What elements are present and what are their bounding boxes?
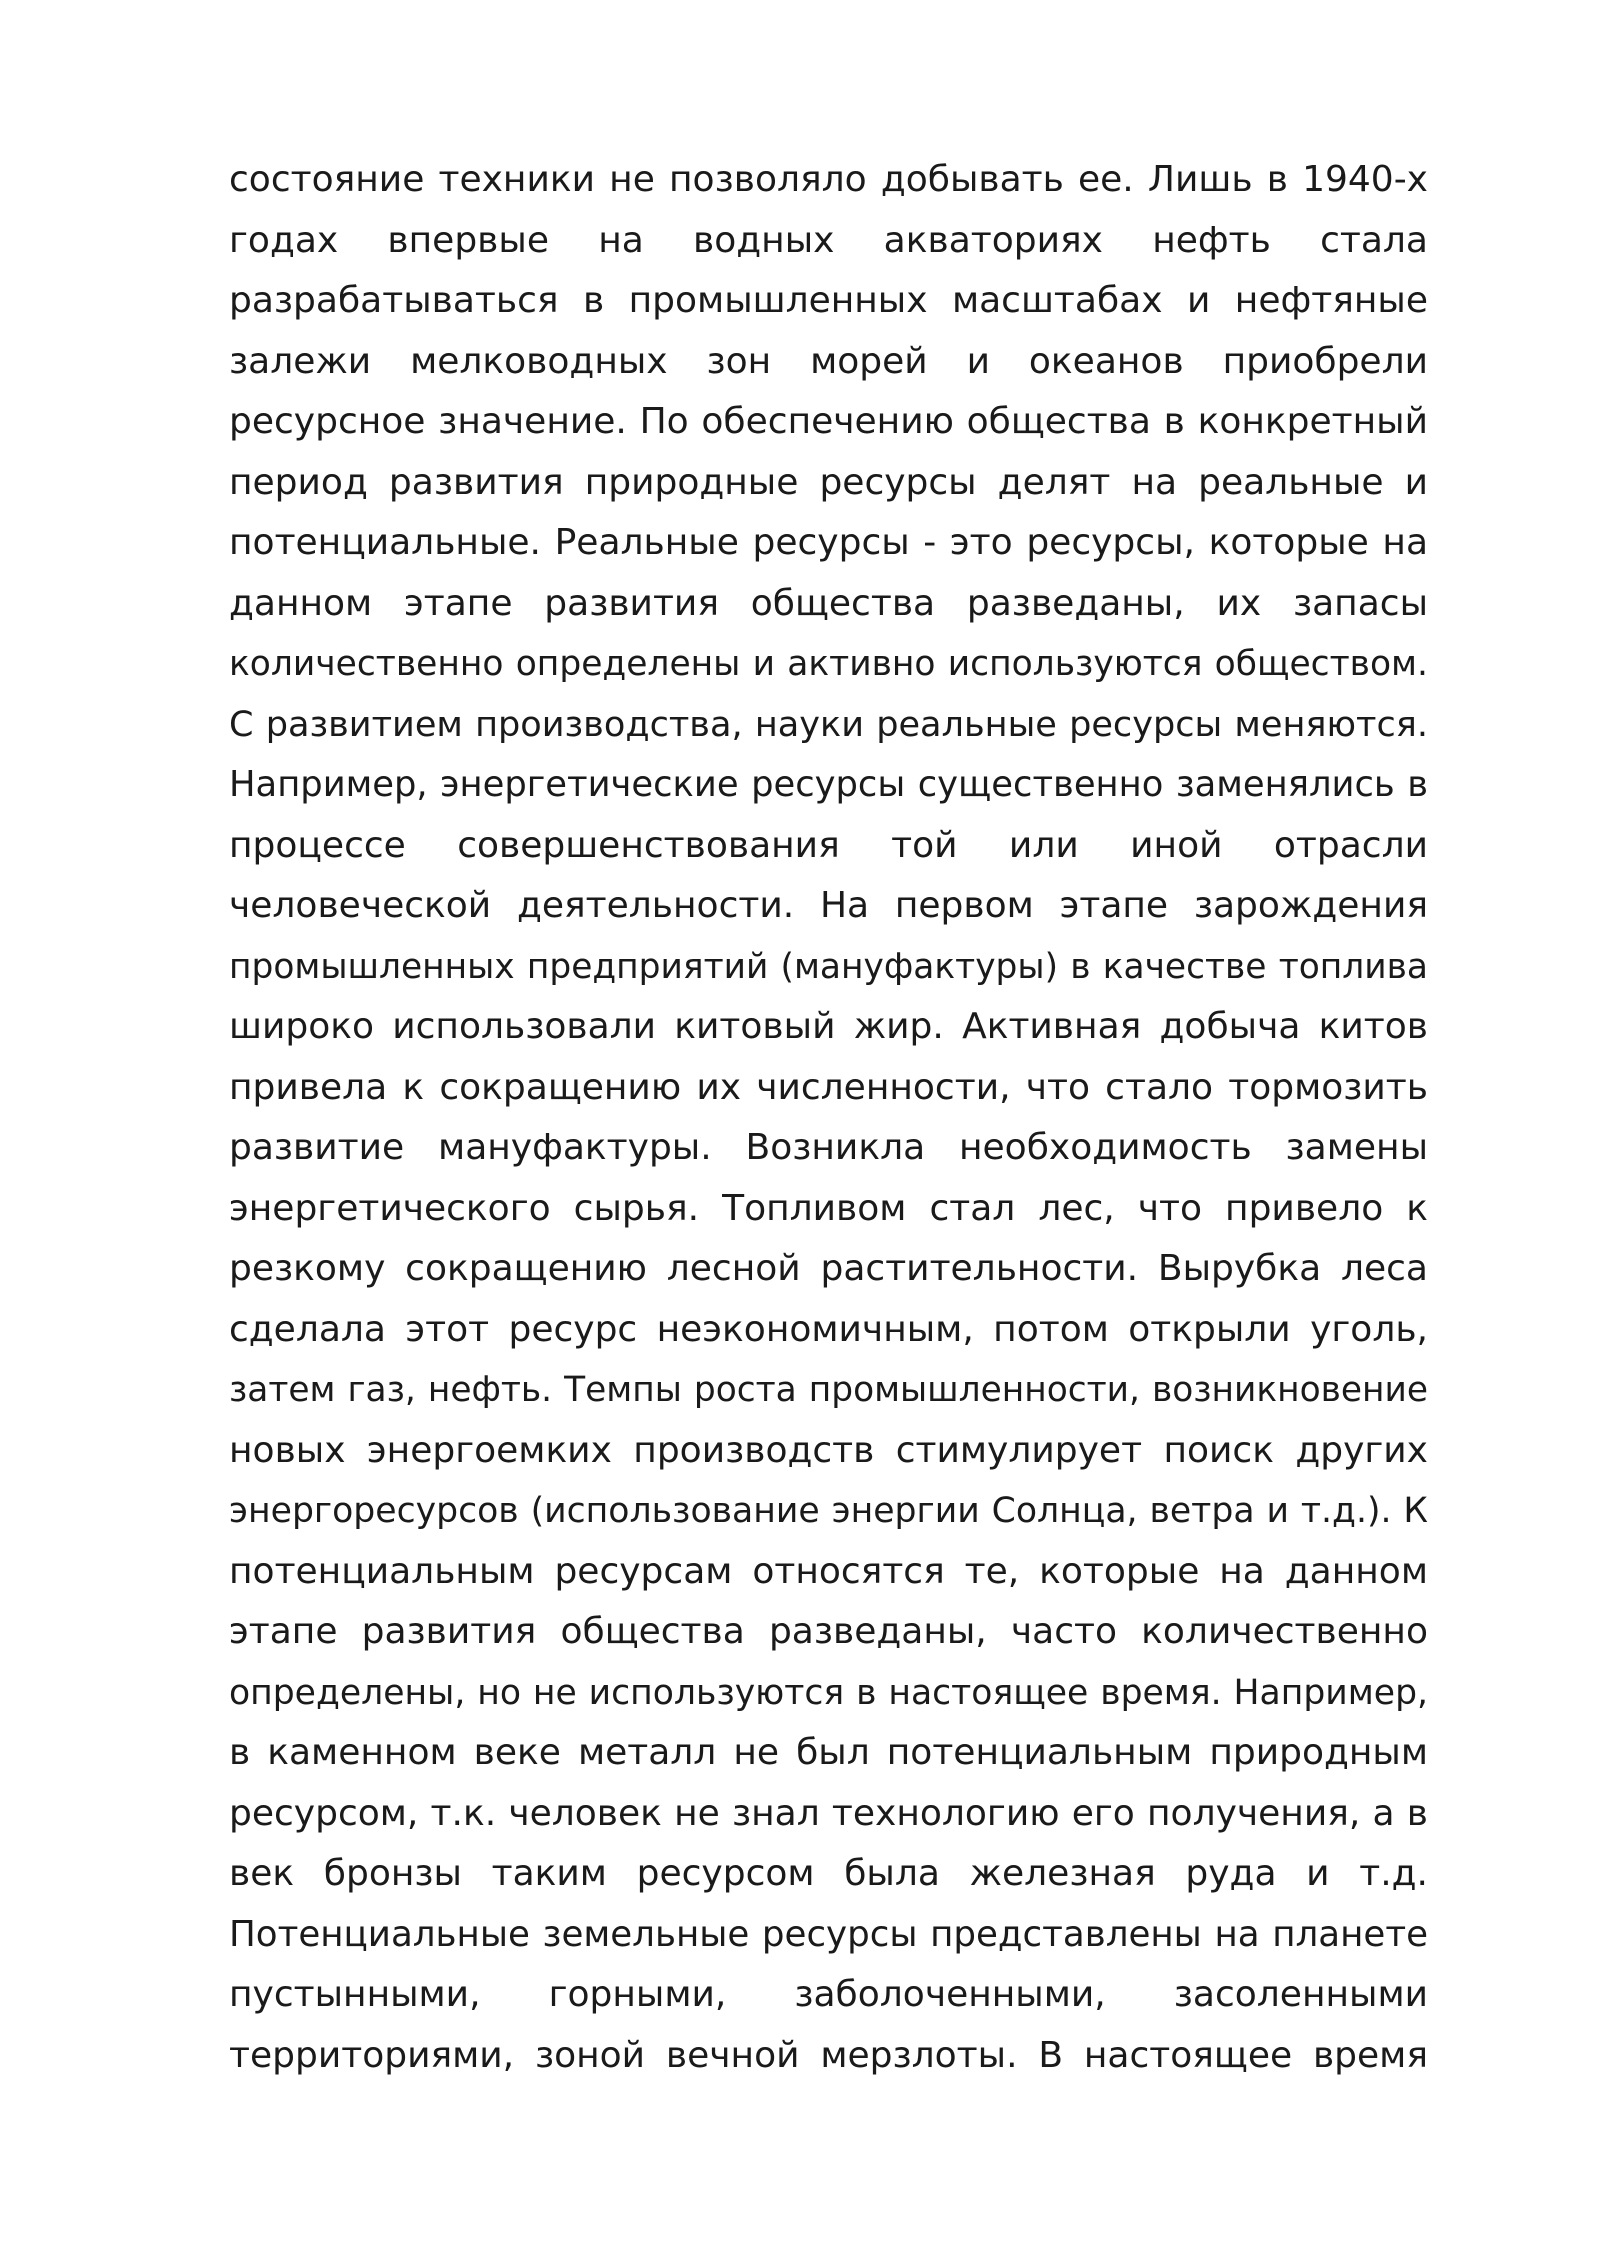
text-line: С развитием производства, науки реальные ресурсы меняются. (229, 703, 1428, 745)
text-line: состояние техники не позволяло добывать ее. Лишь в 1940-х (229, 159, 1428, 200)
text-line: энергетического сырья. Топливом стал лес, что привело к (229, 1187, 1428, 1229)
text-line: период развития природные ресурсы делят на реальные и (229, 461, 1428, 503)
text-line: территориями, зоной вечной мерзлоты. В настоящее время (229, 2034, 1428, 2076)
text-line: данном этапе развития общества разведаны, их запасы (229, 582, 1428, 624)
text-line: этапе развития общества разведаны, часто количественно (229, 1611, 1428, 1652)
text-line: ресурсом, т.к. человек не знал технологию его получения, а в (229, 1792, 1428, 1834)
text-line: широко использовали китовый жир. Активная добыча китов (229, 1006, 1428, 1047)
text-line: определены, но не используются в настоящее время. Например, (229, 1672, 1428, 1713)
text-line: развитие мануфактуры. Возникла необходимость замены (229, 1127, 1428, 1168)
text-line: ресурсное значение. По обеспечению общества в конкретный (229, 401, 1428, 442)
text-line: потенциальным ресурсам относятся те, которые на данном (229, 1550, 1428, 1592)
text-line: энергоресурсов (использование энергии Солнца, ветра и т.д.). К (229, 1491, 1428, 1531)
text-line: годах впервые на водных акваториях нефть стала (229, 219, 1428, 261)
text-line: пустынными, горными, заболоченными, засоленными (229, 1974, 1428, 2015)
text-line: в каменном веке металл не был потенциальным природным (229, 1732, 1428, 1773)
text-line: Потенциальные земельные ресурсы представлены на планете (229, 1913, 1428, 1955)
text-line: человеческой деятельности. На первом этапе зарождения (229, 885, 1428, 926)
text-line: разрабатываться в промышленных масштабах и нефтяные (229, 280, 1428, 321)
text-line: Например, энергетические ресурсы существенно заменялись в (229, 764, 1428, 805)
text-line: промышленных предприятий (мануфактуры) в качестве топлива (229, 946, 1428, 987)
text-line: резкому сокращению лесной растительности. Вырубка леса (229, 1248, 1428, 1289)
text-line: привела к сокращению их численности, что стало тормозить (229, 1066, 1428, 1108)
text-line: количественно определены и активно используются обществом. (229, 644, 1428, 684)
text-line: век бронзы таким ресурсом была железная руда и т.д. (229, 1853, 1428, 1894)
text-line: затем газ, нефть. Темпы роста промышленности, возникновение (229, 1370, 1428, 1410)
text-line: процессе совершенствования той или иной отрасли (229, 824, 1428, 866)
body-text (229, 150, 1428, 2086)
text-line: новых энергоемких производств стимулирует поиск других (229, 1429, 1428, 1471)
text-line: сделала этот ресурс неэкономичным, потом открыли уголь, (229, 1308, 1428, 1350)
text-line: потенциальные. Реальные ресурсы - это ресурсы, которые на (229, 522, 1428, 563)
text-line: залежи мелководных зон морей и океанов приобрели (229, 340, 1428, 382)
